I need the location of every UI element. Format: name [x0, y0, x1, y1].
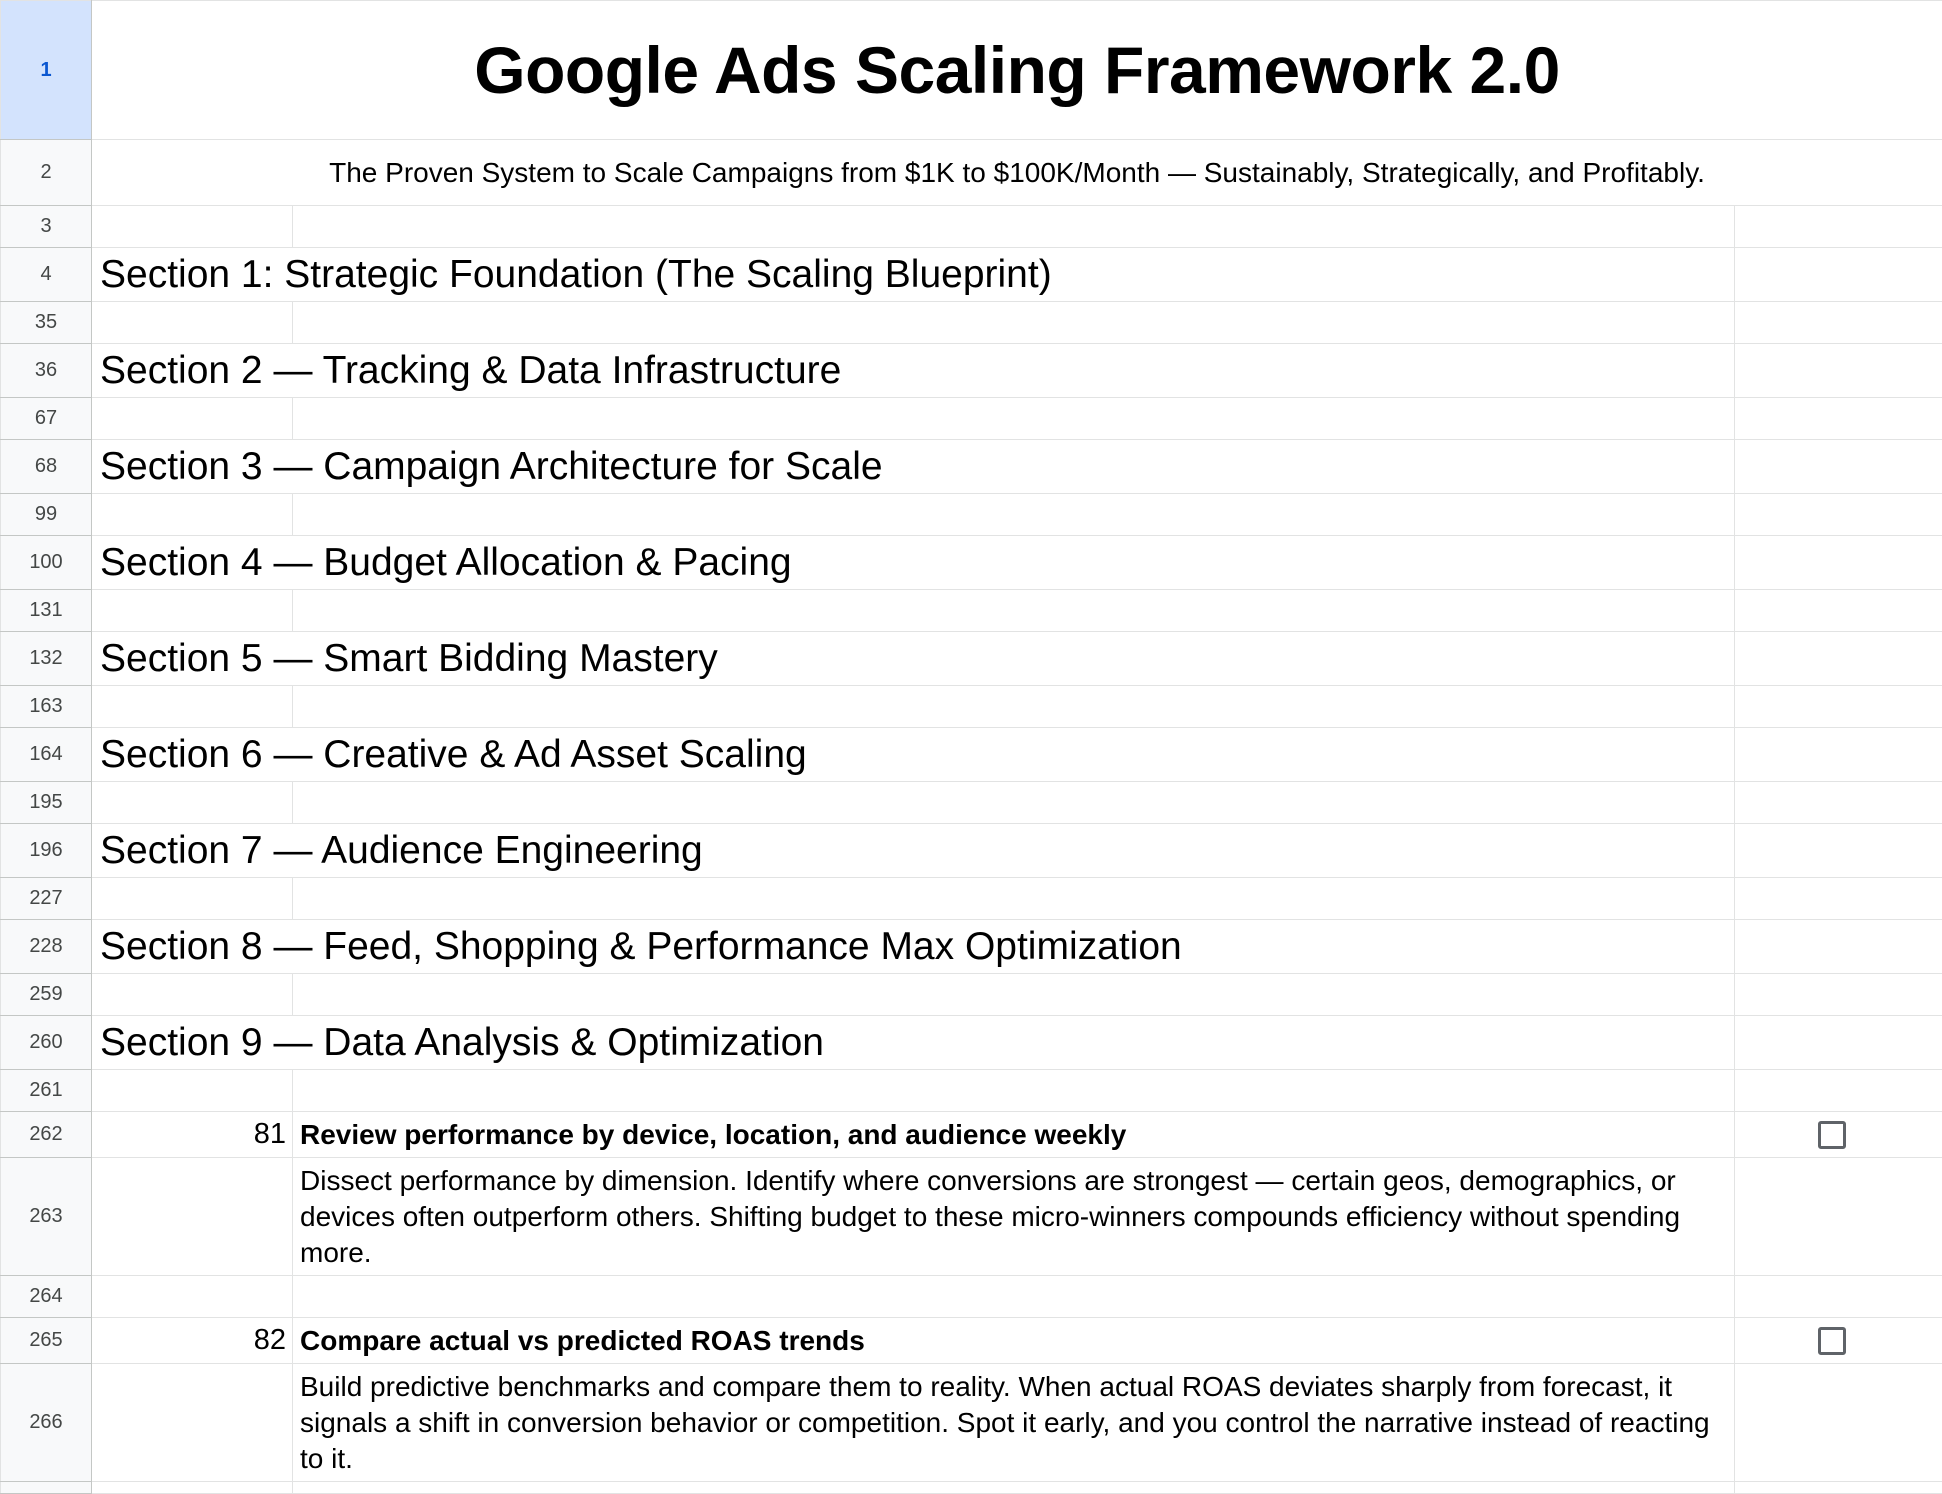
cell[interactable]	[92, 494, 293, 536]
cell[interactable]	[1735, 248, 1942, 302]
row-header[interactable]: 100	[1, 536, 92, 590]
row-header[interactable]: 1	[1, 1, 92, 140]
row-195	[1, 782, 1942, 824]
row-4	[1, 248, 1942, 302]
row-132	[1, 632, 1942, 686]
cell[interactable]	[1735, 302, 1942, 344]
row-header[interactable]: 4	[1, 248, 92, 302]
checkbox-cell[interactable]	[1735, 1112, 1942, 1158]
row-3	[1, 206, 1942, 248]
row-header[interactable]: 262	[1, 1112, 92, 1158]
cell[interactable]	[293, 590, 1735, 632]
row-68	[1, 440, 1942, 494]
cell[interactable]	[1735, 1070, 1942, 1112]
task-title[interactable]: Review performance by device, location, and audience weekly	[293, 1112, 1735, 1158]
row-header[interactable]: 163	[1, 686, 92, 728]
cell[interactable]	[92, 1070, 293, 1112]
cell[interactable]	[92, 206, 293, 248]
cell[interactable]	[293, 686, 1735, 728]
checkbox-cell[interactable]	[1735, 1318, 1942, 1364]
row-header[interactable]: 228	[1, 920, 92, 974]
cell[interactable]	[1735, 590, 1942, 632]
sheet-subtitle[interactable]: The Proven System to Scale Campaigns from $1K to $100K/Month — Sustainably, Strategically, and Profitably.	[92, 140, 1942, 206]
cell[interactable]	[1735, 782, 1942, 824]
cell[interactable]	[293, 398, 1735, 440]
cell[interactable]	[1735, 878, 1942, 920]
section-heading[interactable]: Section 2 — Tracking & Data Infrastructure	[92, 344, 1735, 398]
cell[interactable]	[1735, 824, 1942, 878]
cell[interactable]	[293, 494, 1735, 536]
row-260	[1, 1016, 1942, 1070]
cell[interactable]	[1735, 1276, 1942, 1318]
row-header[interactable]: 265	[1, 1318, 92, 1364]
section-heading[interactable]: Section 5 — Smart Bidding Mastery	[92, 632, 1735, 686]
row-header[interactable]: 261	[1, 1070, 92, 1112]
task-number[interactable]: 82	[92, 1318, 293, 1364]
cell[interactable]	[1735, 686, 1942, 728]
row-228	[1, 920, 1942, 974]
task-description[interactable]: Dissect performance by dimension. Identify where conversions are strongest — certain geos, demographics, or devices often outperform others. Shifting budget to these micro-winners compounds efficiency without spending more.	[293, 1158, 1735, 1276]
row-header[interactable]: 227	[1, 878, 92, 920]
cell[interactable]	[92, 1364, 293, 1482]
row-263	[1, 1158, 1942, 1276]
row-131	[1, 590, 1942, 632]
cell[interactable]	[92, 302, 293, 344]
cell[interactable]	[1735, 494, 1942, 536]
row-header[interactable]: 263	[1, 1158, 92, 1276]
row-266	[1, 1364, 1942, 1482]
row-header[interactable]: 132	[1, 632, 92, 686]
row-36	[1, 344, 1942, 398]
task-number[interactable]: 81	[92, 1112, 293, 1158]
cell[interactable]	[293, 1070, 1735, 1112]
row-header[interactable]: 260	[1, 1016, 92, 1070]
task-checkbox[interactable]	[1818, 1327, 1846, 1355]
row-header[interactable]: 2	[1, 140, 92, 206]
cell[interactable]	[92, 878, 293, 920]
cell[interactable]	[1735, 536, 1942, 590]
cell[interactable]	[1735, 440, 1942, 494]
cell[interactable]	[1735, 920, 1942, 974]
row-35	[1, 302, 1942, 344]
cell[interactable]	[92, 974, 293, 1016]
row-header[interactable]: 264	[1, 1276, 92, 1318]
row-261	[1, 1070, 1942, 1112]
cell[interactable]	[1735, 728, 1942, 782]
row-header[interactable]: 99	[1, 494, 92, 536]
row-header[interactable]: 68	[1, 440, 92, 494]
cell[interactable]	[92, 398, 293, 440]
cell[interactable]	[92, 1276, 293, 1318]
section-heading[interactable]: Section 7 — Audience Engineering	[92, 824, 1735, 878]
cell[interactable]	[92, 686, 293, 728]
row-header[interactable]: 196	[1, 824, 92, 878]
cell[interactable]	[1735, 206, 1942, 248]
row-header[interactable]: 67	[1, 398, 92, 440]
sheet-title[interactable]: Google Ads Scaling Framework 2.0	[92, 1, 1942, 140]
section-heading[interactable]: Section 9 — Data Analysis & Optimization	[92, 1016, 1735, 1070]
cell[interactable]	[1735, 1016, 1942, 1070]
cell[interactable]	[1735, 1158, 1942, 1276]
cell[interactable]	[92, 590, 293, 632]
row-1	[1, 1, 1942, 140]
cell[interactable]	[92, 782, 293, 824]
task-title[interactable]: Compare actual vs predicted ROAS trends	[293, 1318, 1735, 1364]
cell[interactable]	[293, 974, 1735, 1016]
cell[interactable]	[293, 878, 1735, 920]
cell[interactable]	[1735, 632, 1942, 686]
row-header[interactable]: 131	[1, 590, 92, 632]
section-heading[interactable]: Section 3 — Campaign Architecture for Scale	[92, 440, 1735, 494]
row-header[interactable]: 35	[1, 302, 92, 344]
section-heading[interactable]: Section 8 — Feed, Shopping & Performance Max Optimization	[92, 920, 1735, 974]
cell[interactable]	[1735, 1364, 1942, 1482]
row-header[interactable]: 195	[1, 782, 92, 824]
row-99	[1, 494, 1942, 536]
row-259	[1, 974, 1942, 1016]
row-2	[1, 140, 1942, 206]
cell[interactable]	[293, 782, 1735, 824]
row-164	[1, 728, 1942, 782]
row-196	[1, 824, 1942, 878]
row-header[interactable]: 3	[1, 206, 92, 248]
task-description[interactable]: Build predictive benchmarks and compare them to reality. When actual ROAS deviates sharply from forecast, it signals a shift in conversion behavior or competition. Spot it early, and you control the narrative instead of reacting to it.	[293, 1364, 1735, 1482]
row-header[interactable]: 259	[1, 974, 92, 1016]
row-163	[1, 686, 1942, 728]
section-heading[interactable]: Section 1: Strategic Foundation (The Scaling Blueprint)	[92, 248, 1735, 302]
row-100	[1, 536, 1942, 590]
section-heading[interactable]: Section 4 — Budget Allocation & Pacing	[92, 536, 1735, 590]
cell[interactable]	[293, 206, 1735, 248]
cell[interactable]	[293, 1276, 1735, 1318]
section-heading[interactable]: Section 6 — Creative & Ad Asset Scaling	[92, 728, 1735, 782]
cell[interactable]	[293, 302, 1735, 344]
row-265	[1, 1318, 1942, 1364]
row-264	[1, 1276, 1942, 1318]
row-header[interactable]: 36	[1, 344, 92, 398]
row-header[interactable]: 266	[1, 1364, 92, 1482]
row-67	[1, 398, 1942, 440]
cell[interactable]	[1735, 344, 1942, 398]
cell[interactable]	[1735, 398, 1942, 440]
row-227	[1, 878, 1942, 920]
row-262	[1, 1112, 1942, 1158]
task-checkbox[interactable]	[1818, 1121, 1846, 1149]
cell[interactable]	[92, 1158, 293, 1276]
row-header[interactable]: 164	[1, 728, 92, 782]
cell[interactable]	[1735, 974, 1942, 1016]
